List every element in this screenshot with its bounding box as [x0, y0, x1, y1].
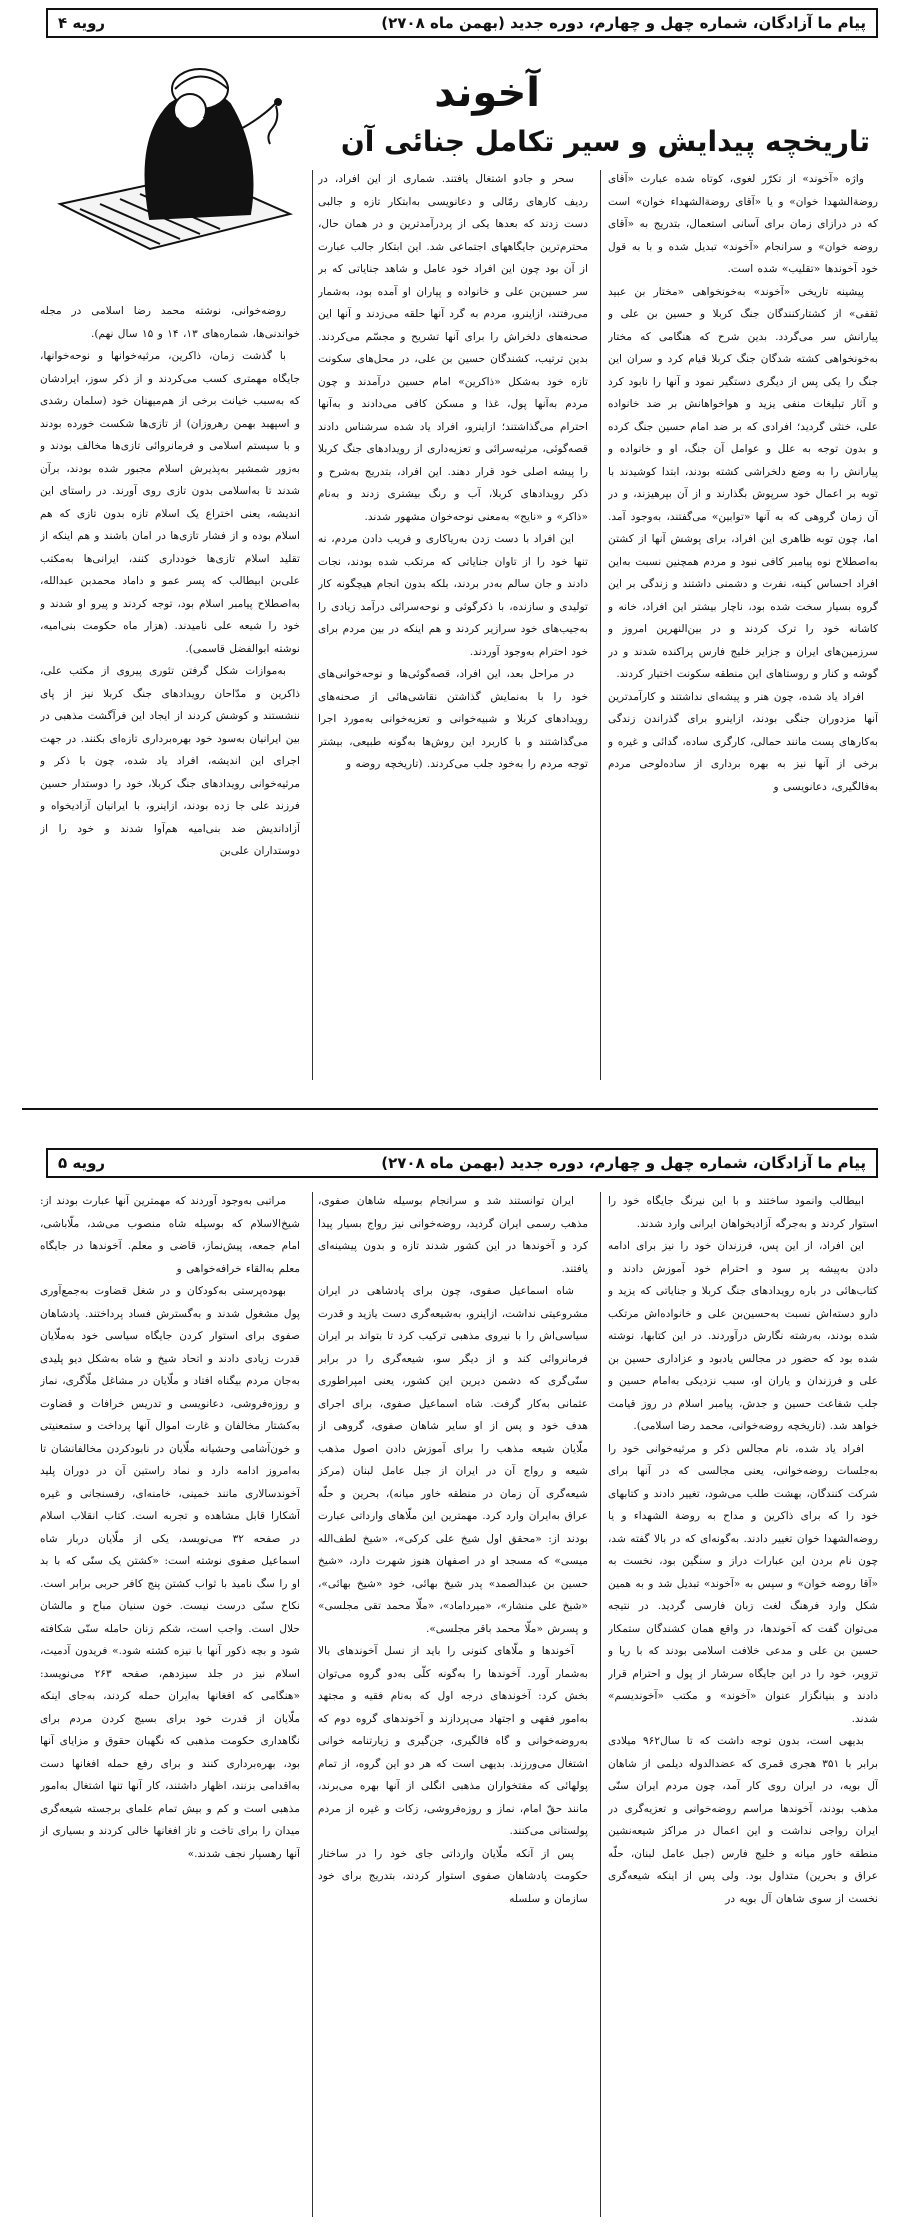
paragraph: پیشینه تاریخی «آخوند» به‌خونخواهی «مختار بن عبید ثقفی» از کشتارکنندگان جنگ کربلا و حسین بن علی و پیارانش سر می‌گردد. بدین شرح که هنگامی که مختار به‌خونخواهی کشته شدگان جنگ کربلا قیام کرد و سران این جنگ را یکی پس از دیگری دستگیر نمود و آنها را نابود کرد و آثار تبلیغات منفی یزید و هواخواهانش بر ضد خانواده علی، خنثی گردید؛ افرادی که بر ضد امام حسین جنگ کرده و بدون توجه به علل و عوامل آن جنگ، او و خانواده و پیارانش را به وضع دلخراشی کشته بودند، ابتدا کوشیدند با توبه بر اعمال خود سرپوش بگذارند و از آن بپرهیزند، و در آن زمان گروهی که به آنها «توابین» می‌گفتند، به‌وجود آمد. اما، چون توبه ظاهری این افراد، برای پوشش آنها از کشتن به‌اصطلاح نوه پیامبر کافی نبود و مردم همچنین نسبت به‌این افراد احساس کینه، نفرت و دشمنی داشتند و زندگی بر این گروه بسیار سخت شده بود، ناچار بیشتر این افراد، خانه و کاشانه خود را ترک کردند و در بین‌النهرین امروز و سرزمین‌های ایران و جزایر خلیج فارس پراکنده شدند و در گوشه و کنار و روستاهای این منطقه سکونت اختیار کردند. — [608, 285, 878, 680]
page-4-page-number: رویه ۴ — [58, 14, 106, 32]
paragraph: به‌موازات شکل گرفتن تئوری پیروی از مکتب علی، ذاکرین و مدّاحان رویدادهای جنگ کربلا نیز از پای ننشستند و کوشش کردند از ایجاد این فرآگشت مذهبی در بین ایرانیان به‌سود خود بهره‌برداری تازه‌ای بکنند. در جهت اجرای این اندیشه، افراد یاد شده، چون با ذکر و مرثیه‌خوانی رویدادهای جنگ کربلا، خود را دوستدار حسین فرزند علی جا زده بودند، ازاینرو، با ایرانیان آزادیخواه و آزاداندیش ضد بنی‌امیه هم‌آوا شدند و خود را از دوستداران علی‌بن — [40, 665, 300, 857]
page-4-column-left — [40, 300, 300, 1088]
paragraph: بهوده‌پرستی به‌کودکان و در شغل قضاوت به‌جمع‌آوری پول مشغول شدند و به‌گسترش فساد پرداختند. پادشاهان صفوی برای استوار کردن جایگاه سیاسی خود به‌ملّایان قدرت زیادی دادند و اتحاد شیخ و شاه به‌شکل دیو پلیدی به‌جان مردم بیگناه افتاد و ملّایان در مشاغل ملّاگری، نماز و روزه‌فروشی، دعانویسی و تدریس خرافات و قضاوت به‌کشتار مخالفان و غارت اموال آنها پرداخت و ستمعنیتی و خون‌آشامی وحشیانه ملّایان در نابودکردن مخالفانشان تا به‌امروز ادامه دارد و نماد راستین آن در دوران پلید آخوندسالاری مانند خمینی، خامنه‌ای، رفسنجانی و غیره آشکارا قابل مشاهده و تجربه است. کتاب انقلاب اسلام در صفحه ۳۲ می‌نویسد، یکی از ملّایان دربار شاه اسماعیل صفوی نوشته است: «کشتن یک سنّی که با بد او را سگ نامید با ثواب کشتن پنج کافر حربی برابر است. نکاح سنّی درست نیست. خون سنیان مباح و مالشان حلال است. واجب است، شکم زنان حامله سنّی شکافته شود و بچه ذکور آنها با نیزه کشته شود.» فریدون آدمیت، اسلام نیز در جلد سیزدهم، صفحه ۲۶۳ می‌نویسد: «هنگامی که افغانها به‌ایران حمله کردند، به‌جای اینکه ملّایان از قدرت خود برای بسیج کردن مردم برای نگاهداری حکومت مذهبی که نگهبان حقوق و مزایای آنها بود، بهره‌برداری کنند و برای رفع حمله افغانها دست به‌اقدامی بزنند، اظهار داشتند، کار آنها تنها اشتغال به‌امور مذهبی است و کم و بیش تمام علمای برجسته شیعه‌گری میدان را برای تاخت و تاز افغانها خالی کردند و بسیاری از آنها رهسپار نجف شدند.» — [40, 1285, 300, 1860]
page-5-column-left — [40, 1190, 300, 2220]
paragraph: واژه «آخوند» از تکرّر لغوی، کوتاه شده عبارت «آقای روضةالشهدا خوان» و یا «آقای روضةالشهداء خوان» است که در درازای زمان برای آسانی استعمال، بتدریج به «آقای روضه خوان» و سرانجام «آخوند» تبدیل شده و با به قول خود آخوندها «تقلیب» شده است. — [608, 173, 878, 275]
page-5 — [0, 1140, 900, 2225]
paragraph: ابیطالب وانمود ساختند و با این نیرنگ جایگاه خود را استوار کردند و به‌جرگه آزادیخواهان ایرانی وارد شدند. — [608, 1195, 878, 1230]
paragraph: این افراد، از این پس، فرزندان خود را نیز برای ادامه دادن به‌پیشه پر سود و احترام خود آموزش دادند و کتاب‌هائی در باره رویدادهای جنگ کربلا و جنایاتی که یزید و دارو دسته‌اش نسبت به‌حسین‌بن علی و خانواده‌اش مرتکب شده بودند، به‌رشته نگارش درآوردند. در این کتابها، نوشته شده بود که حضور در مجالس یادبود و عزاداری حسین بن علی و فرزندان و یاران او، سبب نزدیکی به‌امام حسین و جلب شفاعت حسین و جدش، پیامبر اسلام در روز قیامت خواهد شد. (تاریخچه روضه‌خوانی، محمد رضا اسلامی). — [608, 1240, 878, 1432]
page-5-header-title: پیام ما آزادگان، شماره چهل و چهارم، دوره جدید (بهمن ماه ۲۷۰۸) — [381, 1154, 866, 1172]
paragraph: این افراد با دست زدن به‌ریاکاری و فریب دادن مردم، نه تنها خود را از تاوان جنایاتی که مرتکب شده بودند، نجات دادند و جان سالم به‌در بردند، بلکه بدون انجام هیچگونه کار تولیدی و سازنده، با ذکرگوئی و نوحه‌سرائی درآمد زیادی را به‌جیب‌های خود سرازیر کردند و هم اینکه در بین مردم برای خود احترام به‌وجود آوردند. — [318, 533, 588, 658]
column-divider — [600, 1192, 601, 2217]
page-5-page-number: رویه ۵ — [58, 1154, 106, 1172]
page-5-column-right — [608, 1190, 878, 2220]
paragraph: افراد یاد شده، چون هنر و پیشه‌ای نداشتند و کارآمدترین آنها مزدوران جنگی بودند، ازاینرو برای گذراندن زندگی به‌کارهای پست مانند حمالی، کارگری ساده، گدائی و غیره و برخی از آنها نیز به بهره برداری از ساده‌لوحی مردم به‌فالگیری، دعانویسی و — [608, 690, 878, 793]
paragraph: در مراحل بعد، این افراد، قصه‌گوئی‌ها و نوحه‌خوانی‌های خود را با به‌نمایش گذاشتن نقاشی‌هائی از صحنه‌های رویدادهای کربلا و شبیه‌خوانی و تعزیه‌خوانی به‌مورد اجرا می‌گذاشتند و با کاربرد این روش‌ها به‌گونه طبیعی، بیشتر توجه مردم را به‌خود جلب می‌کردند. (تاریخچه روضه و — [318, 668, 588, 770]
article-title: آخوند — [434, 70, 540, 116]
column-divider — [312, 1192, 313, 2217]
page-4-column-right — [608, 168, 878, 1088]
cleric-cartoon-illustration — [40, 44, 300, 259]
column-divider — [600, 170, 601, 1080]
paragraph: با گذشت زمان، ذاکرین، مرثیه‌خوانها و نوحه‌خوانها، جایگاه مهمتری کسب می‌کردند و از ذکر سوز، ایرادشان که به‌سبب خیانت برخی از هم‌میهنان خود (سلمان رشدی و اسپهبد بهمن رهروزان) از تازی‌ها شکست خورده بودند و با سیستم اسلامی و فرمانروائی تازی‌ها مخالف بودند و به‌زور شمشیر به‌پذیرش اسلام مجبور شده بودند، برآن شدند تا به‌اسلامی بدون تازی روی آورند. در راستای این اندیشه، یعنی اختراع یک اسلام تازه بدون تازی که هم اسلام بوده و از فشار تازی‌ها در امان باشند و هم اینکه از تقلید اسلام تازی‌ها خودداری کنند، ایرانی‌ها به‌مکتب علی‌بن ابیطالب که پسر عمو و داماد محمدبن عبدالله، به‌اصطلاح پیامبر اسلام بود، توجه کردند و پیرو او شدند و خود را شیعه علی نامیدند. (هزار ماه حکومت بنی‌امیه، نوشته ابوالفضل قاسمی). — [40, 350, 300, 655]
paragraph: شاه اسماعیل صفوی، چون برای پادشاهی در ایران مشروعیتی نداشت، ازاینرو، به‌شیعه‌گری دست یازید و قدرت سیاسی‌اش را با نیروی مذهبی ترکیب کرد تا بتواند بر ایران فرمانروائی کند و از دیگر سو، شیعه‌گری را در برابر سنّی‌گری که دشمن دیرین این کشور، یعنی امپراطوری عثمانی به‌کار گرفت. شاه اسماعیل صفوی، برای اجرای هدف خود و پس از او سایر شاهان صفوی، گروهی از ملّایان شیعه مذهب را برای آموزش دادن اصول مذهب شیعه و رواج آن در ایران از جبل عامل لبنان (مرکز شیعه‌گری آن زمان در منطقه خاور میانه)، بحرین و حلّه عراق به‌ایران وارد کرد. مهمترین این ملّاهای وارداتی عبارت بودند از: «محقق اول شیخ علی کرکی»، «شیخ لطف‌الله میسی» که مسجد او در اصفهان هنوز شهرت دارد، «شیخ حسین بن عبدالصمد» پدر شیخ بهائی، خود «شیخ بهائی»، «شیخ علی منشار»، «میرداماد»، «ملّا محمد تقی مجلسی» و پسرش «ملّا محمد باقر مجلسی». — [318, 1285, 588, 1635]
page-separator — [22, 1108, 878, 1110]
page-4-header-title: پیام ما آزادگان، شماره چهل و چهارم، دوره جدید (بهمن ماه ۲۷۰۸) — [381, 14, 866, 32]
paragraph: بدیهی است، بدون توجه داشت که تا سال۹۶۲ میلادی برابر با ۳۵۱ هجری قمری که عضدالدوله دیلمی از شاهان آل بویه، در ایران روی کار آمد، چون مردم ایران سنّی مذهب بودند، آخوندها مراسم روضه‌خوانی و تعزیه‌گری در ایران رواجی نداشت و این اعمال در مراکز شیعه‌نشین منطقه خاور میانه و خلیج فارس (جبل عامل لبنان، حلّه عراق و بحرین) متداول بود. ولی پس از اینکه شیعه‌گری نخست از سوی شاهان آل بویه در — [608, 1735, 878, 1905]
column-divider — [312, 170, 313, 1080]
paragraph: پس از آنکه ملّایان وارداتی جای خود را در ساختار حکومت پادشاهان صفوی استوار کردند، بتدریج برای خود سازمان و سلسله — [318, 1847, 588, 1905]
page-4 — [0, 0, 900, 1090]
page-4-header — [46, 8, 878, 38]
paragraph: مراتبی به‌وجود آوردند که مهمترین آنها عبارت بودند از: شیخ‌الاسلام که بوسیله شاه منصوب می‌شد، ملّاباشی، امام جمعه، پیش‌نماز، قاضی و معلم. آخوندها در جایگاه معلم به‌القاء خرافه‌خواهی و — [40, 1195, 300, 1275]
article-subtitle: تاریخچه پیدایش و سیر تکامل جنائی آن — [340, 125, 870, 158]
paragraph: افراد یاد شده، نام مجالس ذکر و مرثیه‌خوانی خود را به‌جلسات روضه‌خوانی، یعنی مجالسی که در آنها برای شرکت کنندگان، بهشت طلب می‌شود، تغییر دادند و کتابهای خود را که برای ذاکرین و مداح به روضة الشهداء و یا روضه‌الشهدا خوان تغییر دادند. به‌گونه‌ای که در بالا گفته شد، چون نام بردن این عبارات دراز و سنگین بود، نخست به «آقا روضه خوان» و سپس به «آخوند» تبدیل شد و به همین شکل وارد فرهنگ لغت زبان فارسی گردید. در نتیجه می‌توان گفت که آخوندها، در واقع همان کشندگان ستمکار حسین بن علی و مدعی خلافت اسلامی بودند که با ریا و تزویر، خود را در این جایگاه سرشار از پول و احترام قرار دادند و بنیانگزار عنوان «آخوند» و مکتب «آخوندیسم» شدند. — [608, 1442, 878, 1725]
paragraph: سحر و جادو اشتغال یافتند. شماری از این افراد، در ردیف کارهای رمّالی و دعانویسی به‌ابتکار تازه و جالبی دست زدند که بعدها یکی از پردرآمدترین و در همان حال، محترم‌ترین جایگاههای اجتماعی شد. این ابتکار جالب عبارت از آن بود چون این افراد خود عامل و شاهد جنایاتی که بر سر حسین‌بن علی و خانواده و پیاران او آمده بود، به‌شمار می‌رفتند، ازاینرو، مردم به گرد آنها حلقه می‌زدند و آنها این صحنه‌های دلخراش را برای آنها تشریح و مجسّم می‌کردند. بدین ترتیب، کشندگان حسین بن علی، در محل‌های سکونت تازه خود به‌شکل «ذاکرین» امام حسین درآمدند و چون مردم به‌آنها پول، غذا و مسکن کافی می‌دادند و به‌آنها احترام می‌گذاشتند؛ ازاینرو، افراد یاد شده سرشناس دادند قصه‌گوئی، مرثیه‌سرائی و تعزیه‌داری از رویدادهای جنگ کربلا را پیشه اصلی خود قرار دهند. این افراد، بتدریج به‌شرح و ذکر رویدادهای کربلا، آب و رنگ بیشتری زدند و به‌نام «ذاکر» و «نایح» به‌معنی نوحه‌خوان مشهور شدند. — [318, 173, 588, 523]
page-5-column-middle — [318, 1190, 588, 2220]
page-5-header — [46, 1148, 878, 1178]
paragraph: آخوندها و ملّاهای کنونی را باید از نسل آخوندهای بالا به‌شمار آورد. آخوندها را به‌گونه کلّی به‌دو گروه می‌توان بخش کرد: آخوندهای درجه اول که به‌نام فقیه و مجتهد به‌امور فقهی و اجتهاد می‌پردازند و آخوندهای گروه دوم که به‌روضه‌خوانی و گاه فالگیری، جن‌گیری و زیارتنامه خوانی اشتغال می‌ورزند. بدیهی است که هر دو این گروه، از تمام پولهائی که مفتخواران مذهبی انگلی از آنها بهره می‌برند، مانند حقّ امام، نماز و روزه‌فروشی، زکات و غیره از مردم پولستانی می‌کنند. — [318, 1645, 588, 1837]
page-4-column-middle — [318, 168, 588, 1088]
paragraph: ایران توانستند شد و سرانجام بوسیله شاهان صفوی، مذهب رسمی ایران گردید، روضه‌خوانی نیز رواج بسیار پیدا کرد و آخوندها در این کشور شدند تازه و بدون پیشینه‌ای یافتند. — [318, 1195, 588, 1275]
paragraph: روضه‌خوانی، نوشته محمد رضا اسلامی در مجله خواندنی‌ها، شماره‌های ۱۳، ۱۴ و ۱۵ سال نهم). — [40, 305, 300, 340]
